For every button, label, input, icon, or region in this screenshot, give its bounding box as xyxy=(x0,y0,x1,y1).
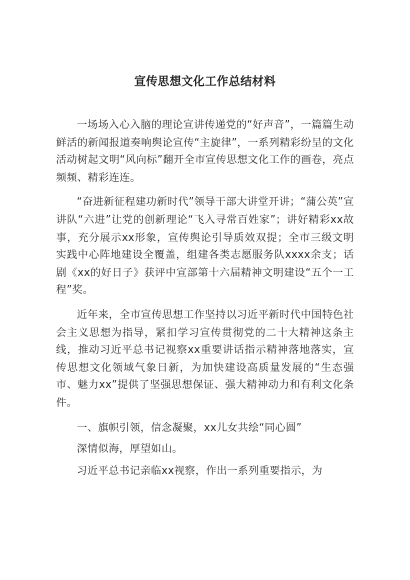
paragraph-overview: 近年来，全市宣传思想工作坚持以习近平新时代中国特色社会主义思想为指导，紧扣学习宣传贯彻党的二十大精神这条主线，推动习近平总书记视察xx重要讲话指示精神落地落实，宣传思想文化领域气象日新，为加快建设高质量发展的“生态强市、魅力xx”提供了坚强思想保证、强大精神动力和有利文化条件。 xyxy=(56,308,354,409)
paragraph-section-lead: 深情似海，厚望如山。 xyxy=(76,443,183,456)
paragraph-highlights: “奋进新征程建功新时代”领导干部大讲堂开讲；“蒲公英”宣讲队“六进”让党的创新理论“飞入寻常百姓家”；讲好精彩xx故事，充分展示xx形象，宣传舆论引导质效双提；全市三级文明实践中心阵地建设全覆盖，组建各类志愿服务队xxxx余支；话剧《xx的好日子》获评中宣部第十六届精神文明建设“五个一工程”奖。 xyxy=(56,196,354,297)
section-heading-1: 一、旗帜引领，信念凝聚，xx儿女共绘“同心圆” xyxy=(76,421,302,434)
paragraph-intro: 一场场入心入脑的理论宣讲传递党的“好声音”，一篇篇生动鲜活的新闻报道奏响舆论宣传“主旋律”，一系列精彩纷呈的文化活动树起文明“风向标”翻开全市宣传思想文化工作的画卷，亮点频频、精彩连连。 xyxy=(56,119,354,184)
document-title: 宣传思想文化工作总结材料 xyxy=(134,74,276,88)
paragraph-section-body: 习近平总书记亲临xx视察，作出一系列重要指示，为 xyxy=(76,464,323,477)
document-body xyxy=(56,117,354,487)
